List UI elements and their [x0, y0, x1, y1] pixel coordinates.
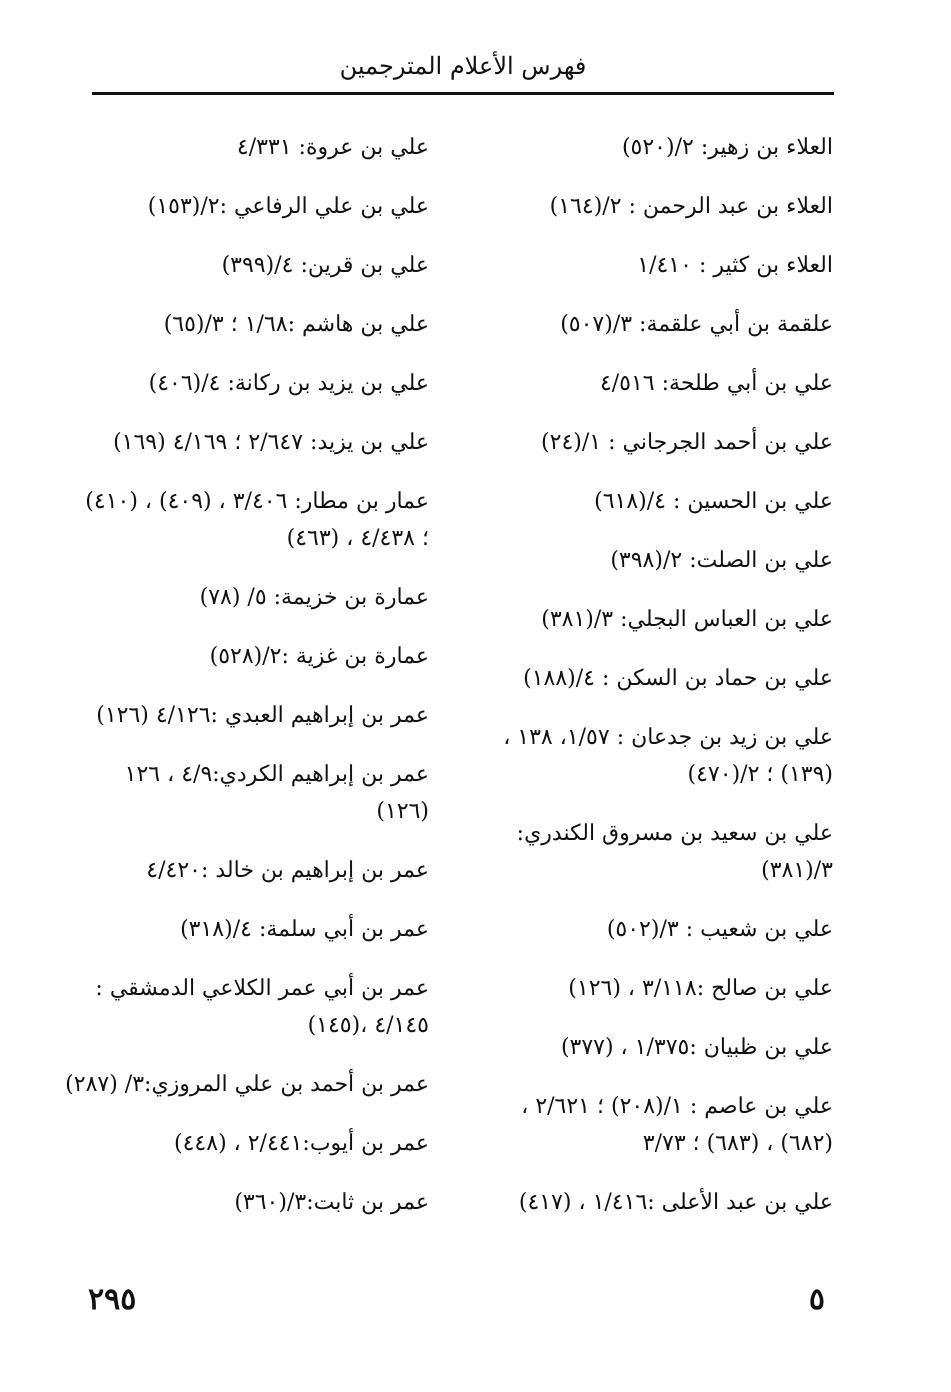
index-entry: علي بن الصلت: ٢/(٣٩٨) — [610, 548, 833, 573]
index-entry: علي بن سعيد بن مسروق الكندري: ٣/(٣٨١) — [516, 821, 833, 883]
index-entry: عمر بن إبراهيم بن خالد :٤/٤٢٠ — [146, 858, 429, 883]
left-column — [65, 118, 429, 1232]
index-entry: علي بن الحسين : ٤/(٦١٨) — [594, 489, 833, 514]
index-entry: العلاء بن كثير : ١/٤١٠ — [637, 253, 833, 278]
index-entry: عمر بن إبراهيم الكردي:٤/٩ ، ١٢٦ (١٢٦) — [124, 762, 429, 824]
index-entry: عمر بن ثابت:٣/(٣٦٠) — [234, 1190, 429, 1215]
page-number-right: ٥ — [808, 1282, 825, 1317]
index-entry: علي بن أبي طلحة: ٤/٥١٦ — [599, 371, 833, 396]
index-entry: علي بن العباس البجلي: ٣/(٣٨١) — [541, 607, 833, 632]
index-entry: علي بن عبد الأعلى :١/٤١٦ ، (٤١٧) — [518, 1190, 833, 1215]
index-entry: العلاء بن زهير: ٢/(٥٢٠) — [621, 135, 833, 160]
index-entry: عمر بن إبراهيم العبدي :٤/١٢٦ (١٢٦) — [96, 703, 429, 728]
index-entry: عمارة بن خزيمة: ٥/ (٧٨) — [199, 585, 429, 610]
index-entry: علي بن صالح :٣/١١٨ ، (١٢٦) — [568, 976, 833, 1001]
index-entry: علي بن عاصم : ١/(٢٠٨) ؛ ٢/٦٢١ ، (٦٨٢) ، (٦٨٣) ؛ ٣/٧٣ — [521, 1094, 833, 1156]
right-column — [483, 118, 833, 1232]
page-header — [92, 40, 834, 96]
page-title: فهرس الأعلام المترجمين — [339, 52, 587, 80]
header-rule — [92, 92, 834, 95]
index-entry: عمر بن أيوب:٢/٤٤١ ، (٤٤٨) — [174, 1131, 429, 1156]
index-entry: علي بن قرين: ٤/(٣٩٩) — [221, 253, 429, 278]
index-entry: علي بن أحمد الجرجاني : ١/(٢٤) — [541, 430, 833, 455]
index-entry: علي بن علي الرفاعي :٢/(١٥٣) — [147, 194, 429, 219]
index-entry: العلاء بن عبد الرحمن : ٢/(١٦٤) — [549, 194, 833, 219]
index-entry: علي بن هاشم :١/٦٨ ؛ ٣/(٦٥) — [163, 312, 429, 337]
index-entry: علي بن يزيد بن ركانة: ٤/(٤٠٦) — [148, 371, 429, 396]
index-entry: علي بن يزيد: ٢/٦٤٧ ؛ ٤/١٦٩ (١٦٩) — [113, 430, 429, 455]
index-entry: عمر بن أحمد بن علي المروزي:٣/ (٢٨٧) — [65, 1072, 429, 1097]
index-entry: عمارة بن غزية :٢/(٥٢٨) — [209, 644, 429, 669]
index-entry: علي بن شعيب : ٣/(٥٠٢) — [606, 917, 833, 942]
page-number-left: ٢٩٥ — [88, 1282, 137, 1317]
index-entry: علقمة بن أبي علقمة: ٣/(٥٠٧) — [560, 312, 833, 337]
index-entry: علي بن ظبيان :١/٣٧٥ ، (٣٧٧) — [560, 1035, 833, 1060]
index-entry: علي بن عروة: ٤/٣٣١ — [236, 135, 429, 160]
index-entry: علي بن حماد بن السكن : ٤/(١٨٨) — [523, 666, 833, 691]
index-entry: علي بن زيد بن جدعان : ١/٥٧، ١٣٨ ، (١٣٩) ؛ ٢/(٤٧٠) — [503, 725, 833, 787]
index-entry: عمار بن مطار: ٣/٤٠٦ ، (٤٠٩) ، (٤١٠) ؛ ٤/٤٣٨ ، (٤٦٣) — [85, 489, 429, 551]
index-entry: عمر بن أبي سلمة: ٤/(٣١٨) — [180, 917, 429, 942]
index-entry: عمر بن أبي عمر الكلاعي الدمشقي : ٤/١٤٥ ،(١٤٥) — [95, 976, 429, 1038]
